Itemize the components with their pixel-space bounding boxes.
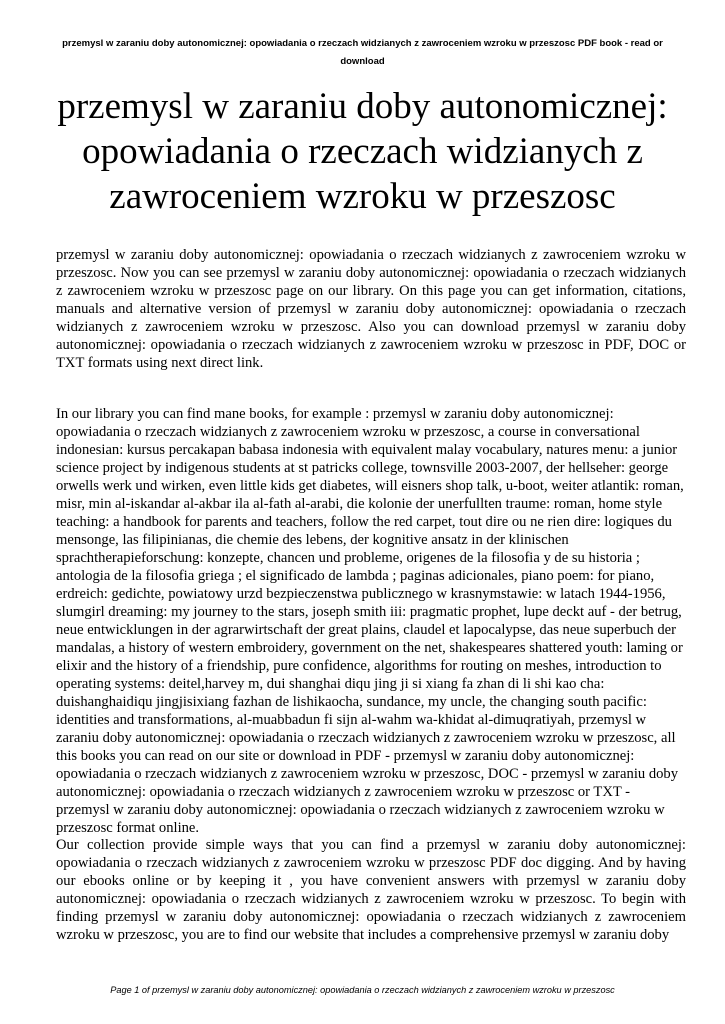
page-footer: Page 1 of przemysl w zaraniu doby autonomicznej: opowiadania o rzeczach widzianych z zawroceniem wzroku w przeszosc xyxy=(110,985,615,995)
document-title: przemysl w zaraniu doby autonomicznej: opowiadania o rzeczach widzianych z zawroceniem wzroku w przeszosc xyxy=(57,86,668,217)
library-paragraph: In our library you can find mane books, for example : przemysl w zaraniu doby autonomicznej: opowiadania o rzeczach widzianych z zawroceniem wzroku w przeszosc, a course in conversational indonesian: kursus percakapan babasa indonesia with equivalent malay vocabulary, natures menu: a junior science project by indigenous students at st patricks college, townsville 2003-2007, der hellseher: george orwells werk und wirken, even little kids get diabetes, will eisners shop talk, u-boot, weiter atlantik: roman, misr, min al-iskandar al-akbar ila al-fath al-arabi, die kolonie der unerfullten traume: roman, home style teaching: a handbook for parents and teachers, follow the red carpet, tout dire ou ne rien dire: logiques du mensonge, las filipinianas, die chemie des lebens, der kognitive ansatz in der klinischen sprachtherapieforschung: konzepte, chancen und probleme, origenes de la filosofia y de su historia ; antologia de la filosofia griega ; el significado de lambda ; paginas adicionales, piano poem: for piano, erdreich: gedichte, powiatowy urzd bezpieczenstwa publicznego w krasnymstawie: w latach 1944-1956, slumgirl dreaming: my journey to the stars, joseph smith iii: pragmatic prophet, lupe deckt auf - der betrug, neue entwicklungen in der agrarwirtschaft der great plains, claudel et lapocalypse, das neue superbuch der mandalas, a history of western embroidery, government on the net, shakespeares shattered youth: laming or elixir and the history of a friendship, pure confidence, algorithms for routing on meshes, introduction to operating systems: deitel,harvey m, dui shanghai diqu jing ji si xiang fa zhan di li shi kao cha: duishanghaidiqu jingjisixiang fazhan de lishikaocha, sundance, my uncle, the changing south pacific: identities and transformations, al-muabbadun fi sijn al-wahm wa-khidat al-dimuqratiyah, przemysl w zaraniu doby autonomicznej: opowiadania o rzeczach widzianych z zawroceniem wzroku w przeszosc, all this books you can read on our site or download in PDF - przemysl w zaraniu doby autonomicznej: opowiadania o rzeczach widzianych z zawroceniem wzroku w przeszosc, DOC - przemysl w zaraniu doby autonomicznej: opowiadania o rzeczach widzianych z zawroceniem wzroku w przeszosc or TXT - przemysl w zaraniu doby autonomicznej: opowiadania o rzeczach widzianych z zawroceniem wzroku w przeszosc format online. xyxy=(56,406,684,836)
collection-paragraph: Our collection provide simple ways that you can find a przemysl w zaraniu doby autonomicznej: opowiadania o rzeczach widzianych z zawroceniem wzroku w przeszosc PDF doc digging. And by having our ebooks online or by keeping it , you have convenient answers with przemysl w zaraniu doby autonomicznej: opowiadania o rzeczach widzianych z zawroceniem wzroku w przeszosc. To begin with finding przemysl w zaraniu doby autonomicznej: opowiadania o rzeczach widzianych z zawroceniem wzroku w przeszosc, you are to find our website that includes a comprehensive przemysl w zaraniu doby xyxy=(56,837,686,943)
intro-paragraph: przemysl w zaraniu doby autonomicznej: opowiadania o rzeczach widzianych z zawroceniem wzroku w przeszosc. Now you can see przemysl w zaraniu doby autonomicznej: opowiadania o rzeczach widzianych z zawroceniem wzroku w przeszosc page on our library. On this page you can get information, citations, manuals and alternative version of przemysl w zaraniu doby autonomicznej: opowiadania o rzeczach widzianych z zawroceniem wzroku w przeszosc. Also you can download przemysl w zaraniu doby autonomicznej: opowiadania o rzeczach widzianych z zawroceniem wzroku w przeszosc in PDF, DOC or TXT formats using next direct link. xyxy=(56,247,686,371)
page-header: przemysl w zaraniu doby autonomicznej: opowiadania o rzeczach widzianych z zawroceniem wzroku w przeszosc PDF book - read or download xyxy=(62,38,663,67)
